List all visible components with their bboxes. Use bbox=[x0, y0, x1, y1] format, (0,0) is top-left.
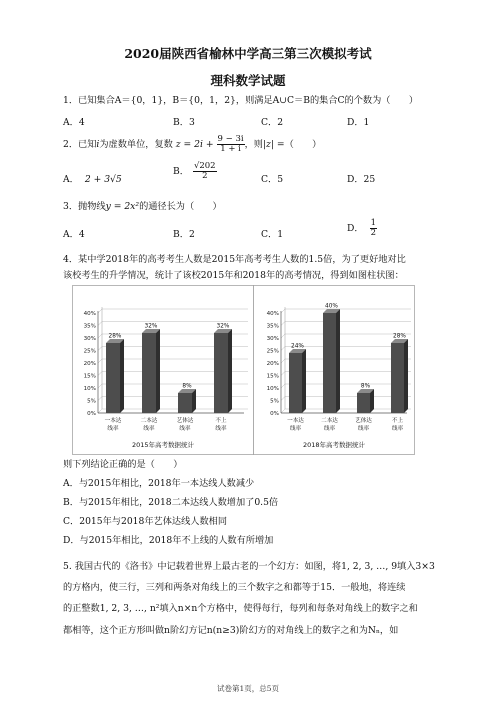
chart-2018-category-label-line2: 线率 bbox=[391, 426, 404, 432]
chart-2015-ytick-label: 10% bbox=[83, 386, 96, 392]
chart-2015-category-label-line2: 线率 bbox=[143, 426, 155, 432]
chart-2015-data-label: 32% bbox=[216, 323, 230, 330]
chart-2018-category-label-line2: 线率 bbox=[323, 426, 336, 432]
question-1-stem: 1．已知集合A＝{0，1}，B＝{0，1，2}，则满足A∪C＝B的集合C的个数为（ ） bbox=[63, 95, 419, 106]
q3-option-c: C．1 bbox=[261, 229, 284, 240]
chart-2018-bar-front bbox=[391, 343, 404, 413]
q3-text-a: 3．抛物线 bbox=[63, 201, 106, 212]
chart-2015-bar-front bbox=[214, 333, 228, 413]
chart-2015-bar-side bbox=[156, 329, 160, 413]
q1-option-b: B．3 bbox=[173, 117, 195, 128]
question-5-line-1: 5. 我国古代的《洛书》中记载着世界上最古老的一个幻方：如图，将1, 2, 3, …, 9填入3×3 bbox=[63, 561, 435, 572]
chart-2018-title: 2018年高考数据统计 bbox=[302, 441, 366, 449]
q2-option-b-den: 2 bbox=[202, 171, 208, 181]
chart-2018-bar-side bbox=[336, 309, 340, 413]
q4-option-b: B．与2015年相比，2018二本达线人数增加了0.5倍 bbox=[63, 497, 279, 508]
q2-option-a-label: A． bbox=[63, 174, 79, 185]
question-4-line-2: 该校考生的升学情况，统计了该校2015年和2018年的高考情况，得到如图柱状图： bbox=[63, 270, 404, 281]
q3-option-d-frac bbox=[370, 219, 377, 238]
question-5-line-3: 的正整数1, 2, 3, …, n²填入n×n个方格中，使得每行，每列和每条对角线上的数字之和 bbox=[63, 603, 418, 614]
q2-text-d: （ ） bbox=[284, 139, 322, 150]
chart-2015-category-label: 艺体达 bbox=[176, 418, 194, 424]
page-title: 2020届陕西省榆林中学高三第三次模拟考试 bbox=[124, 46, 372, 61]
q2-text-a: 2．已知 bbox=[63, 139, 97, 150]
q2-fraction bbox=[217, 135, 245, 154]
chart-2015-title: 2015年高考数据统计 bbox=[131, 441, 195, 449]
chart-2018-ytick-label: 15% bbox=[266, 373, 279, 380]
page-subtitle: 理科数学试题 bbox=[210, 73, 286, 88]
chart-2015-ytick-label: 20% bbox=[83, 361, 96, 367]
q4-option-d: D．与2015年相比，2018年不上线的人数有所增加 bbox=[63, 535, 274, 546]
question-4-prompt: 则下列结论正确的是（ ） bbox=[63, 459, 183, 470]
q2-option-b-label: B． bbox=[173, 166, 189, 177]
chart-2018-bar-front bbox=[323, 313, 336, 413]
chart-2015-bar-front bbox=[178, 393, 192, 413]
q3-option-d-num: 1 bbox=[370, 218, 376, 228]
chart-2015-category-label-line2: 线率 bbox=[215, 426, 227, 432]
chart-2015-category-label-line2: 线率 bbox=[107, 426, 119, 432]
q2-z-expr: z = 2i + bbox=[175, 139, 214, 150]
q2-option-a bbox=[63, 171, 122, 185]
chart-2015-bar-front bbox=[142, 333, 156, 413]
q2-imag-unit: i bbox=[96, 139, 100, 150]
chart-2018-ytick-label: 35% bbox=[266, 323, 279, 330]
q3-text-b: 的通径长为（ ） bbox=[139, 201, 222, 212]
chart-2018-bar-side bbox=[370, 389, 374, 413]
q2-option-c: C．5 bbox=[261, 174, 284, 185]
q2-option-b-num: √202 bbox=[193, 161, 216, 171]
question-2-stem bbox=[63, 135, 321, 154]
q3-option-d bbox=[347, 219, 377, 238]
chart-2018-ytick-label: 5% bbox=[270, 398, 279, 405]
q3-option-b: B．2 bbox=[173, 229, 195, 240]
q2-abs-z: |z| = bbox=[262, 139, 285, 150]
q1-option-a: A．4 bbox=[63, 117, 85, 128]
chart-2018-bar-front bbox=[289, 353, 302, 413]
q2-option-b-frac bbox=[193, 162, 217, 181]
chart-2015-ytick-label: 0% bbox=[87, 411, 96, 417]
chart-2015-bar-side bbox=[228, 329, 232, 413]
chart-2018-data-label: 40% bbox=[325, 303, 338, 310]
chart-2018-ytick-label: 20% bbox=[266, 361, 279, 367]
chart-2015-bar-side bbox=[192, 389, 196, 413]
chart-2015-data-label: 32% bbox=[144, 323, 158, 330]
chart-2018-category-label: 艺体达 bbox=[355, 418, 372, 424]
chart-2018-category-label: 不上 bbox=[391, 418, 404, 424]
chart-2018-category-label: 一本达 bbox=[287, 418, 304, 424]
chart-2018-category-label-line2: 线率 bbox=[289, 426, 302, 432]
chart-2015-ytick-label: 30% bbox=[83, 336, 96, 342]
chart-2018-ytick-label: 0% bbox=[270, 411, 279, 417]
q3-option-d-den: 2 bbox=[370, 228, 376, 238]
chart-2018-ytick-label: 40% bbox=[266, 311, 279, 317]
q3-option-d-label: D． bbox=[347, 223, 364, 234]
chart-2015-category-label-line2: 线率 bbox=[179, 426, 191, 432]
chart-2018-data-label: 28% bbox=[393, 333, 406, 340]
chart-2015-data-label: 8% bbox=[182, 383, 192, 390]
question-5-line-4: 都相等，这个正方形叫做n阶幻方记n(n≥3)阶幻方的对角线上的数字之和为Nₙ，如 bbox=[63, 625, 399, 636]
chart-2015-ytick-label: 35% bbox=[83, 323, 96, 330]
chart-2015-category-label: 二本达 bbox=[140, 418, 158, 424]
q2-frac-num: 9 − 3i bbox=[217, 134, 244, 144]
q2-text-b: 为虚数单位，复数 bbox=[99, 139, 173, 150]
chart-2018-bar-side bbox=[302, 349, 306, 413]
question-5-line-2: 的方格内，使三行，三列和两条对角线上的三个数字之和都等于15．一般地，将连续 bbox=[63, 582, 406, 593]
chart-2015-ytick-label: 25% bbox=[83, 348, 96, 355]
q2-frac-den: 1 + i bbox=[220, 144, 241, 154]
chart-2018 bbox=[253, 285, 415, 455]
chart-2018-data-label: 24% bbox=[291, 343, 304, 350]
chart-2015-ytick-label: 40% bbox=[83, 311, 96, 317]
q2-option-b bbox=[173, 162, 217, 181]
chart-2015-bar-side bbox=[120, 339, 124, 413]
chart-2018-category-label: 二本达 bbox=[321, 418, 338, 424]
chart-2018-ytick-label: 10% bbox=[266, 386, 279, 392]
chart-2015-ytick-label: 5% bbox=[87, 398, 96, 405]
q1-option-d: D．1 bbox=[347, 117, 370, 128]
chart-2015-data-label: 28% bbox=[108, 333, 122, 340]
q1-option-c: C．2 bbox=[261, 117, 284, 128]
chart-2018-ytick-label: 30% bbox=[266, 336, 279, 342]
chart-2015-category-label: 一本达 bbox=[104, 418, 122, 424]
q4-option-c: C．2015年与2018年艺体达线人数相同 bbox=[63, 516, 228, 527]
q3-option-a: A．4 bbox=[63, 229, 85, 240]
chart-2015-category-label: 不上 bbox=[215, 418, 227, 424]
chart-2018-ytick-label: 25% bbox=[266, 348, 279, 355]
chart-2018-data-label: 8% bbox=[360, 383, 371, 390]
chart-2015-ytick-label: 15% bbox=[83, 373, 96, 380]
q4-option-a: A．与2015年相比，2018年一本达线人数减少 bbox=[63, 478, 255, 489]
q2-option-a-expr: 2 + 3√5 bbox=[84, 174, 122, 185]
chart-2018-category-label-line2: 线率 bbox=[357, 426, 370, 432]
q2-text-c: ，则 bbox=[244, 139, 263, 150]
q3-equation: y = 2x² bbox=[105, 201, 140, 212]
question-3-stem bbox=[63, 201, 222, 213]
chart-2018-bar-side bbox=[404, 339, 408, 413]
chart-2015 bbox=[72, 285, 254, 455]
page-footer: 试卷第1页，总5页 bbox=[216, 684, 280, 693]
chart-2015-bar-front bbox=[106, 343, 120, 413]
question-4-line-1: 4．某中学2018年的高考考生人数是2015年高考考生人数的1.5倍，为了更好地对比 bbox=[63, 254, 406, 265]
chart-2018-bar-front bbox=[357, 393, 370, 413]
q2-option-d: D．25 bbox=[347, 174, 376, 185]
